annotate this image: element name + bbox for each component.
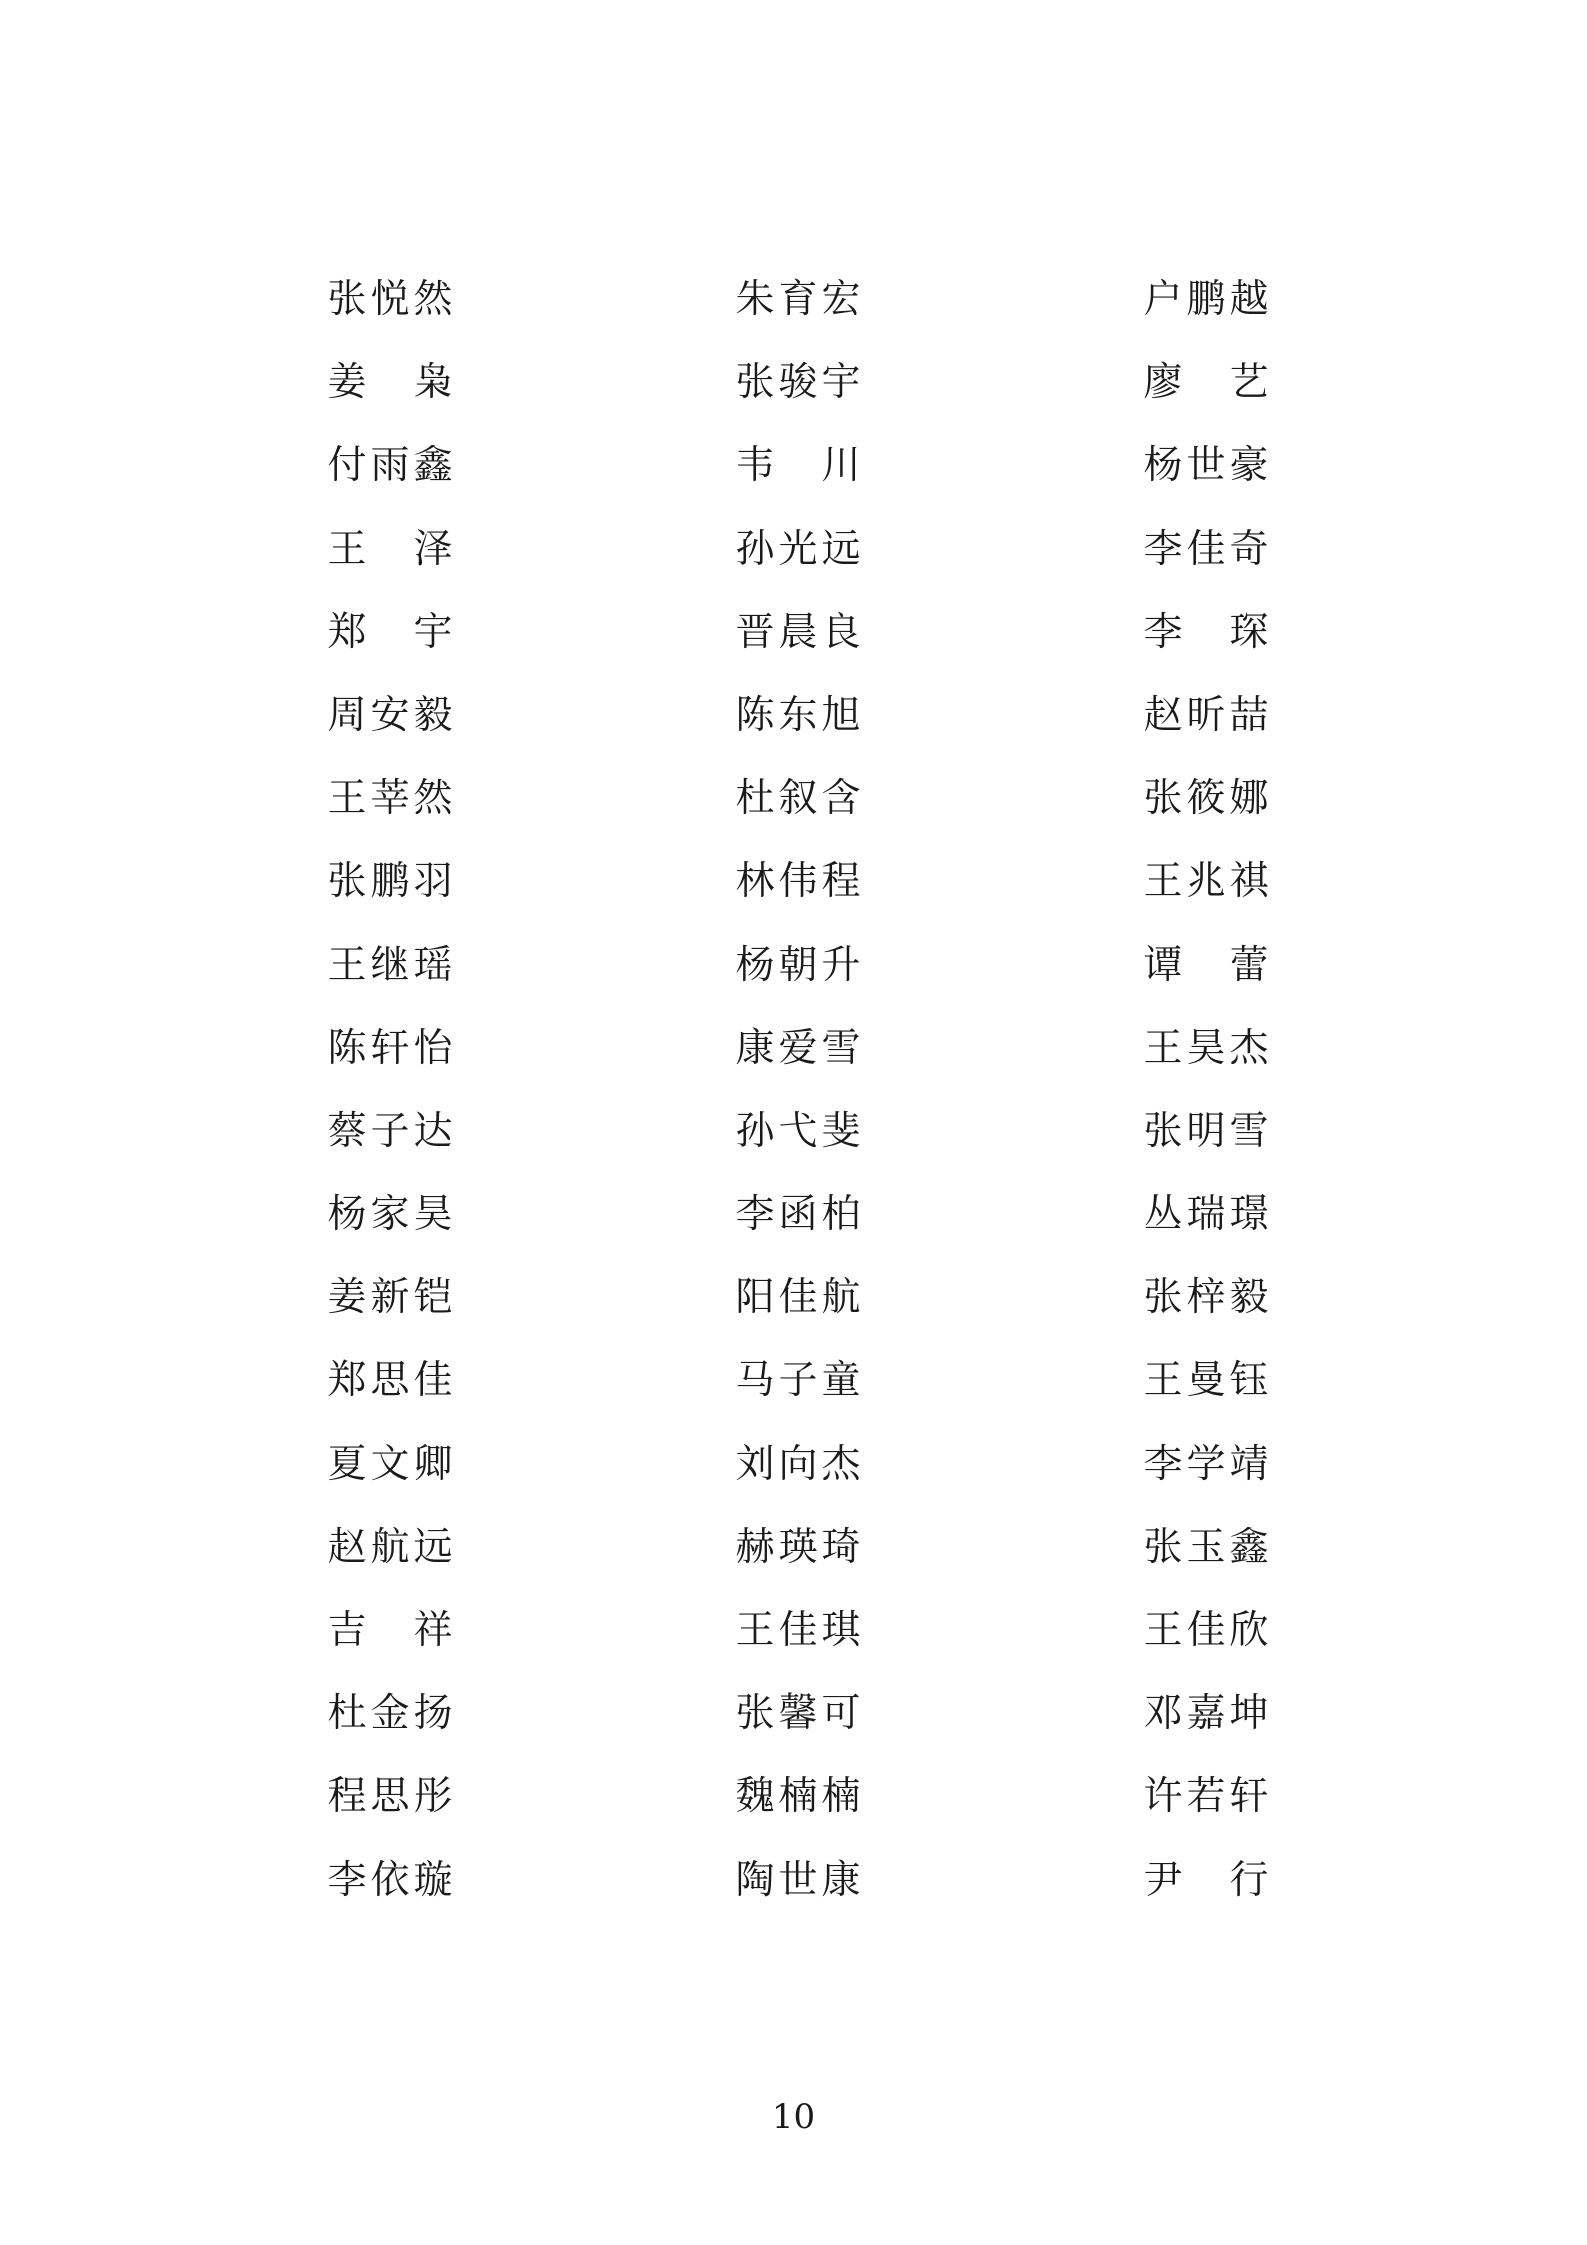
name-entry: 李 佳 奇 — [1143, 526, 1269, 572]
name-entry: 康 爱 雪 — [735, 1025, 861, 1071]
name-entry: 朱 育 宏 — [735, 277, 861, 322]
name-entry: 姜 枭 — [327, 360, 453, 406]
name-entry: 陈 轩 怡 — [327, 1025, 453, 1071]
name-entry: 杨 家 昊 — [327, 1192, 453, 1238]
name-entry: 张 骏 宇 — [735, 360, 861, 406]
name-entry: 王 昊 杰 — [1143, 1025, 1269, 1071]
name-entry: 孙 弋 斐 — [735, 1108, 861, 1154]
name-entry: 林 伟 程 — [735, 859, 861, 905]
name-entry: 杨 朝 升 — [735, 942, 861, 988]
name-entry: 王 兆 祺 — [1143, 859, 1269, 905]
name-entry: 韦 川 — [735, 443, 861, 489]
name-entry: 马 子 童 — [735, 1358, 861, 1404]
name-entry: 夏 文 卿 — [327, 1441, 453, 1487]
name-entry: 张 梓 毅 — [1143, 1275, 1269, 1321]
name-row — [0, 771, 1587, 854]
name-entry: 陈 东 旭 — [735, 692, 861, 738]
name-row — [0, 1021, 1587, 1104]
name-row — [0, 1520, 1587, 1603]
name-entry: 李 依 璇 — [327, 1857, 453, 1903]
name-row — [0, 688, 1587, 771]
name-entry: 许 若 轩 — [1143, 1774, 1269, 1820]
name-entry: 杨 世 豪 — [1143, 443, 1269, 489]
name-entry: 邓 嘉 坤 — [1143, 1691, 1269, 1737]
name-entry: 张 悦 然 — [327, 277, 453, 322]
name-row — [0, 438, 1587, 521]
name-entry: 王 曼 钰 — [1143, 1358, 1269, 1404]
name-entry: 赵 昕 喆 — [1143, 692, 1269, 738]
name-entry: 廖 艺 — [1143, 360, 1269, 406]
name-entry: 张 玉 鑫 — [1143, 1524, 1269, 1570]
name-entry: 吉 祥 — [327, 1608, 453, 1653]
name-entry: 付 雨 鑫 — [327, 443, 453, 489]
name-entry: 王 莘 然 — [327, 776, 453, 822]
name-entry: 杜 叙 含 — [735, 776, 861, 822]
name-row — [0, 1270, 1587, 1353]
name-row — [0, 522, 1587, 605]
name-entry: 丛 瑞 璟 — [1143, 1192, 1269, 1238]
name-entry: 王 佳 欣 — [1143, 1608, 1269, 1653]
name-entry: 张 明 雪 — [1143, 1108, 1269, 1154]
name-row — [0, 1853, 1587, 1936]
name-row — [0, 1686, 1587, 1769]
name-row — [0, 938, 1587, 1021]
name-entry: 赵 航 远 — [327, 1524, 453, 1570]
name-row — [0, 1437, 1587, 1520]
name-entry: 尹 行 — [1143, 1857, 1269, 1903]
name-entry: 程 思 彤 — [327, 1774, 453, 1820]
name-entry: 刘 向 杰 — [735, 1441, 861, 1487]
name-entry: 晋 晨 良 — [735, 609, 861, 655]
name-entry: 陶 世 康 — [735, 1857, 861, 1903]
name-entry: 孙 光 远 — [735, 526, 861, 572]
name-entry: 魏 楠 楠 — [735, 1774, 861, 1820]
name-entry: 周 安 毅 — [327, 692, 453, 738]
name-entry: 王 继 瑶 — [327, 942, 453, 988]
page-number: 10 — [771, 2097, 816, 2137]
name-entry: 蔡 子 达 — [327, 1108, 453, 1154]
name-entry: 张 筱 娜 — [1143, 776, 1269, 822]
name-list — [0, 272, 1587, 1936]
name-entry: 李 函 柏 — [735, 1192, 861, 1238]
name-row — [0, 272, 1587, 355]
name-row — [0, 355, 1587, 438]
name-entry: 李 琛 — [1143, 609, 1269, 655]
name-entry: 李 学 靖 — [1143, 1441, 1269, 1487]
name-entry: 阳 佳 航 — [735, 1275, 861, 1321]
name-row — [0, 1769, 1587, 1852]
name-row — [0, 1104, 1587, 1187]
name-row — [0, 1353, 1587, 1436]
name-entry: 户 鹏 越 — [1143, 277, 1269, 322]
name-entry: 张 馨 可 — [735, 1691, 861, 1737]
name-entry: 张 鹏 羽 — [327, 859, 453, 905]
name-entry: 郑 思 佳 — [327, 1358, 453, 1404]
name-entry: 王 泽 — [327, 526, 453, 572]
name-entry: 赫 瑛 琦 — [735, 1524, 861, 1570]
name-entry: 姜 新 铠 — [327, 1275, 453, 1321]
name-row — [0, 605, 1587, 688]
name-entry: 杜 金 扬 — [327, 1691, 453, 1737]
name-entry: 谭 蕾 — [1143, 942, 1269, 988]
name-row — [0, 1187, 1587, 1270]
name-entry: 王 佳 琪 — [735, 1608, 861, 1653]
name-row — [0, 854, 1587, 937]
name-row — [0, 1603, 1587, 1686]
name-entry: 郑 宇 — [327, 609, 453, 655]
